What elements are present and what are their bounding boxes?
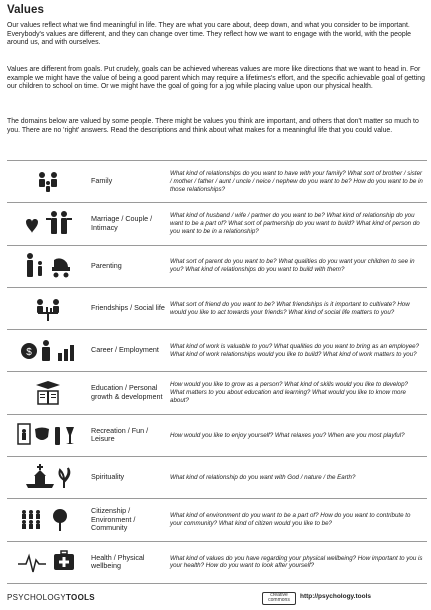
intro-paragraph-3: The domains below are valued by some people. There might be values you think are important, and others that don't matter so much to you. There are no 'right' answers. Read the descriptions and think about what makes for a meaningful life that you could value. — [7, 118, 419, 134]
table-row — [7, 414, 427, 456]
domain-label: Education / Personal growth & development — [91, 383, 163, 402]
brand-left: PSYCHOLOGY — [7, 593, 67, 602]
creative-commons-badge: creative commons — [262, 592, 296, 605]
table-row — [7, 329, 427, 371]
family-icon — [7, 161, 89, 202]
domain-label: Friendships / Social life — [91, 303, 165, 313]
domain-label: Family — [91, 176, 113, 186]
domain-question: What sort of friend do you want to be? What friendships is it important to cultivate? How would you like to act towards your friends? What kind of social life matters to you? — [170, 300, 410, 316]
brand-logo — [7, 593, 95, 602]
domain-label: Recreation / Fun / Leisure — [91, 425, 149, 444]
domain-question: What kind of values do you have regarding your physical wellbeing? How important to you is your health? How do you want to look after yourself? — [170, 554, 423, 570]
intro-paragraph-2: Values are different from goals. Put crudely, goals can be achieved whereas values are more like directions that we want to head in. For example we might have the value of being a good parent which may require a lifetimes's effort, and the specific achievable goal of getting our children to school on time. Or we might have the goal of going for a jog while placing value upon our physical health. — [7, 66, 425, 91]
domain-question: What kind of husband / wife / partner do you want to be? What kind of relationship do you want to be a part of? What sort of partnership do you want to build? What kind of person do you want to be in a relationship? — [170, 212, 420, 235]
domain-question: What kind of work is valuable to you? What qualities do you want to bring as an employee? What kind of work relationships would you like to build? What kind of work matters to you? — [170, 343, 420, 358]
values-table — [7, 160, 427, 584]
page-title: Values — [7, 4, 45, 16]
education-icon — [7, 372, 89, 413]
community-icon — [7, 499, 89, 540]
church-tree-icon — [7, 457, 89, 498]
brand-right: TOOLS — [66, 593, 95, 602]
table-row — [7, 498, 427, 540]
table-row — [7, 245, 427, 287]
money-career-icon — [7, 330, 89, 371]
table-row — [7, 456, 427, 498]
svg-text:$: $ — [26, 346, 32, 358]
domain-label: Spirituality — [91, 472, 125, 482]
parent-pram-icon — [7, 246, 89, 287]
friends-table-icon — [7, 288, 89, 329]
domain-question: How would you like to enjoy yourself? What relaxes you? When are you most playful? — [170, 431, 405, 439]
table-row — [7, 202, 427, 244]
domain-label: Career / Employment — [91, 345, 159, 355]
domain-question: How would you like to grow as a person? What kind of skills would you like to develop? What matters to you about education and learning? What would you like to know more about? — [170, 381, 408, 405]
domain-label: Citizenship / Environment / Community — [91, 505, 136, 533]
site-url: http://psychology.tools — [300, 593, 372, 600]
domain-question: What kind of relationships do you want to have with your family? What sort of brother / sister / mother / father / aunt / uncle / neice / nephew do you want to be? How do you want to be in those relationships? — [170, 169, 423, 193]
table-row — [7, 287, 427, 329]
intro-paragraph-1: Our values reflect what we find meaningful in life. They are what you care about, deep down, and what you consider to be important. Everybody's values are different, and they can change over time. They reflect how we want to engage with the world, with the people around us, and with ourselves. — [7, 22, 412, 47]
domain-question: What sort of parent do you want to be? What qualities do you want your children to see in you? What kind of relationships do you want to build with them? — [170, 258, 415, 274]
health-icon — [7, 542, 89, 583]
table-row — [7, 371, 427, 413]
table-row — [7, 541, 427, 584]
domain-label: Health / Physical wellbeing — [91, 552, 145, 571]
domain-label: Parenting — [91, 260, 122, 270]
domain-question: What kind of relationship do you want with God / nature / the Earth? — [170, 473, 356, 481]
page-footer — [0, 584, 431, 610]
domain-label: Marriage / Couple / Intimacy — [91, 214, 153, 232]
domain-question: What kind of environment do you want to be a part of? How do you want to contribute to your community? What kind of citizen would you like to be? — [170, 512, 411, 528]
recreation-icon — [7, 415, 89, 456]
table-row — [7, 160, 427, 202]
couple-heart-icon — [7, 203, 89, 244]
